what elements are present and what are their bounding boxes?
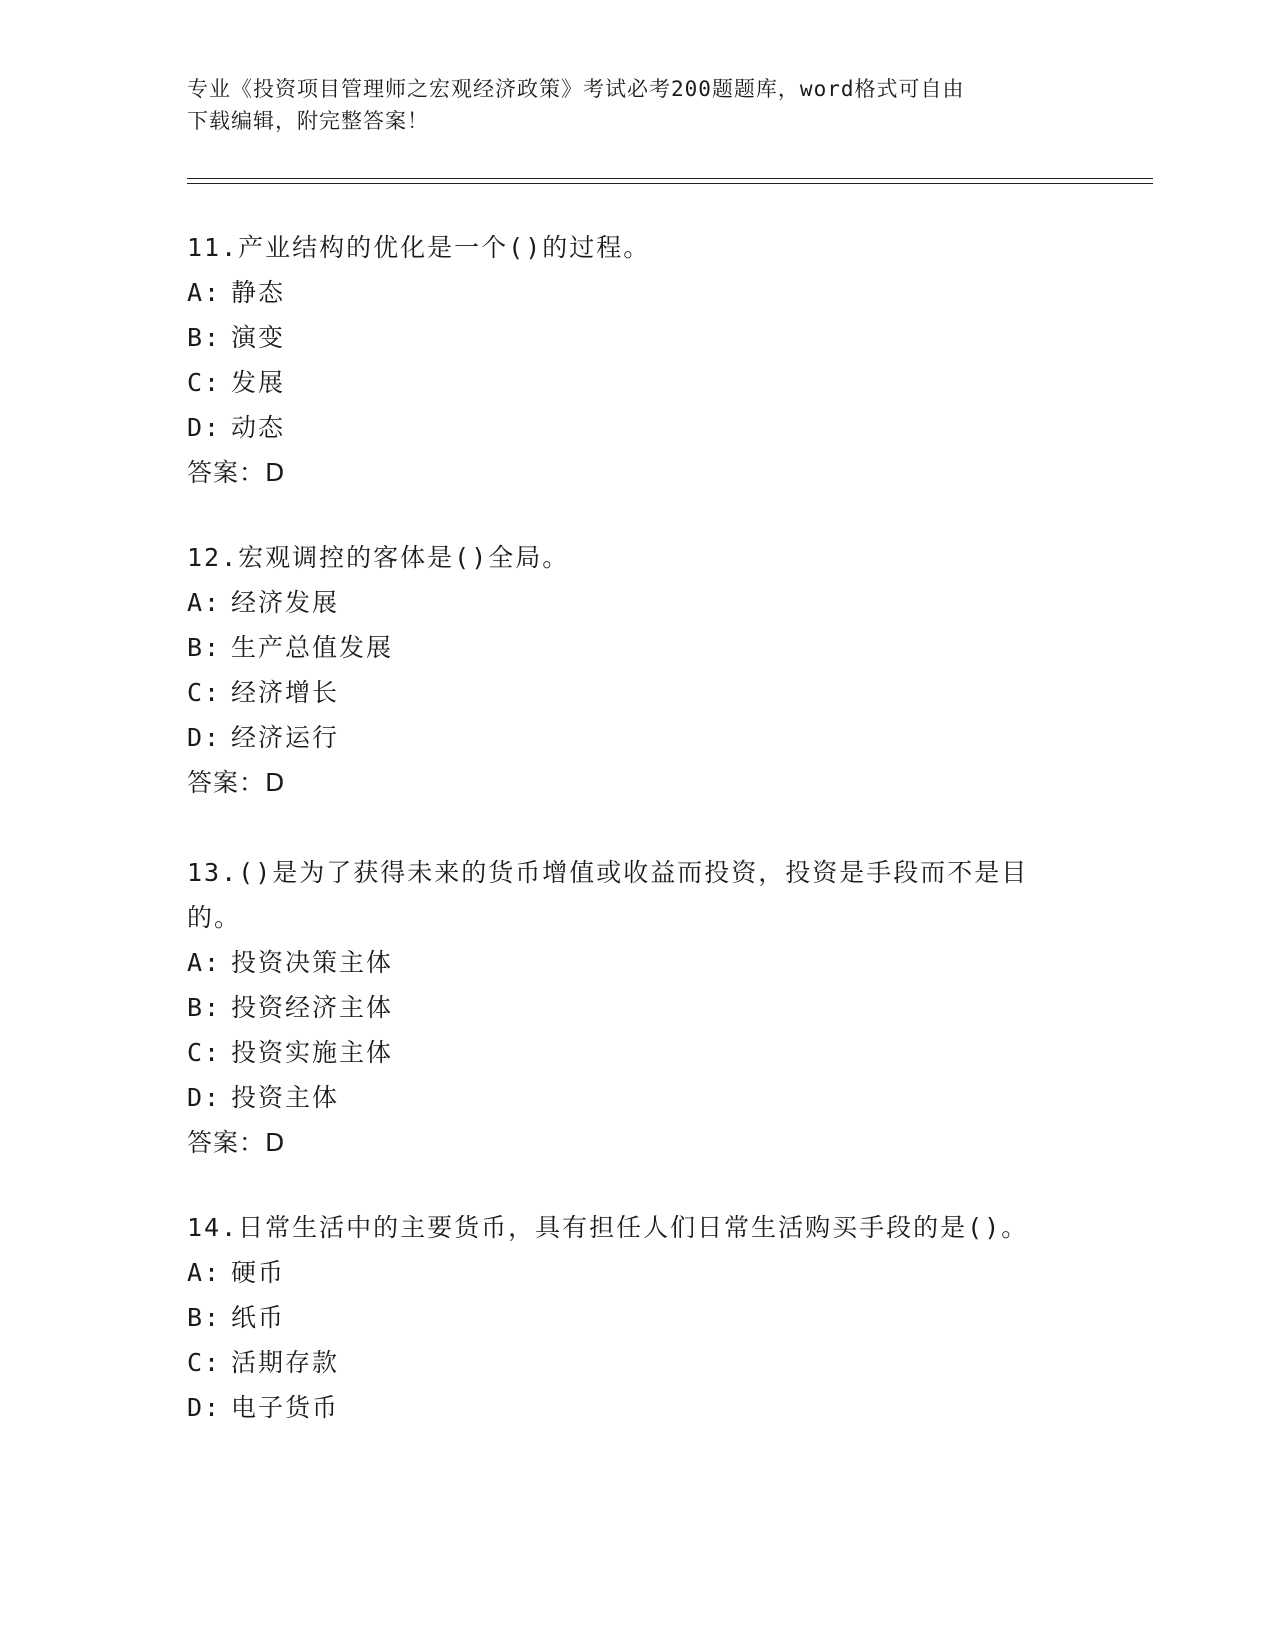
option-d xyxy=(187,1075,1087,1120)
option-text: 生产总值发展 xyxy=(231,633,394,662)
option-b xyxy=(187,1295,1087,1340)
option-text: 静态 xyxy=(231,278,286,307)
question-stem: 11.产业结构的优化是一个()的过程。 xyxy=(187,233,651,262)
option-a xyxy=(187,270,1087,315)
option-text: 电子货币 xyxy=(231,1393,340,1422)
option-label: D: xyxy=(187,1393,222,1422)
question-stem: 12.宏观调控的客体是()全局。 xyxy=(187,543,570,572)
option-d xyxy=(187,405,1087,450)
option-text: 投资决策主体 xyxy=(231,948,394,977)
answer-line: 答案：D xyxy=(187,768,286,797)
option-text: 演变 xyxy=(231,323,286,352)
question-stem-continued: 的。 xyxy=(187,903,242,932)
option-c xyxy=(187,360,1087,405)
option-text: 发展 xyxy=(231,368,286,397)
option-b xyxy=(187,625,1087,670)
question-stem: 13.()是为了获得未来的货币增值或收益而投资，投资是手段而不是目 xyxy=(187,858,1029,887)
header-divider-bottom xyxy=(187,183,1153,184)
option-label: D: xyxy=(187,413,222,442)
option-text: 动态 xyxy=(231,413,286,442)
header-line-2: 下载编辑，附完整答案！ xyxy=(187,109,429,133)
option-a xyxy=(187,940,1087,985)
option-label: B: xyxy=(187,1303,222,1332)
option-b xyxy=(187,985,1087,1030)
question-13 xyxy=(187,850,1087,1165)
option-label: B: xyxy=(187,323,222,352)
option-d xyxy=(187,715,1087,760)
option-label: C: xyxy=(187,1348,222,1377)
option-label: D: xyxy=(187,1083,222,1112)
option-label: C: xyxy=(187,678,222,707)
option-text: 硬币 xyxy=(231,1258,286,1287)
question-11 xyxy=(187,225,1087,495)
question-12 xyxy=(187,535,1087,805)
option-text: 纸币 xyxy=(231,1303,286,1332)
answer-line: 答案：D xyxy=(187,458,286,487)
option-text: 活期存款 xyxy=(231,1348,340,1377)
option-label: B: xyxy=(187,993,222,1022)
option-text: 经济发展 xyxy=(231,588,340,617)
header-line-1: 专业《投资项目管理师之宏观经济政策》考试必考200题题库，word格式可自由 xyxy=(187,77,965,101)
option-b xyxy=(187,315,1087,360)
option-label: A: xyxy=(187,948,222,977)
option-text: 经济增长 xyxy=(231,678,340,707)
option-text: 经济运行 xyxy=(231,723,340,752)
question-14 xyxy=(187,1205,1087,1430)
document-header xyxy=(187,73,1087,137)
option-a xyxy=(187,1250,1087,1295)
option-d xyxy=(187,1385,1087,1430)
option-label: A: xyxy=(187,588,222,617)
option-text: 投资经济主体 xyxy=(231,993,394,1022)
answer-line: 答案：D xyxy=(187,1128,286,1157)
option-a xyxy=(187,580,1087,625)
option-label: C: xyxy=(187,1038,222,1067)
option-c xyxy=(187,1340,1087,1385)
option-label: A: xyxy=(187,1258,222,1287)
option-text: 投资主体 xyxy=(231,1083,340,1112)
option-c xyxy=(187,670,1087,715)
header-divider-top xyxy=(187,178,1153,179)
option-label: B: xyxy=(187,633,222,662)
option-c xyxy=(187,1030,1087,1075)
option-label: C: xyxy=(187,368,222,397)
question-stem: 14.日常生活中的主要货币，具有担任人们日常生活购买手段的是()。 xyxy=(187,1213,1029,1242)
option-label: D: xyxy=(187,723,222,752)
option-text: 投资实施主体 xyxy=(231,1038,394,1067)
option-label: A: xyxy=(187,278,222,307)
